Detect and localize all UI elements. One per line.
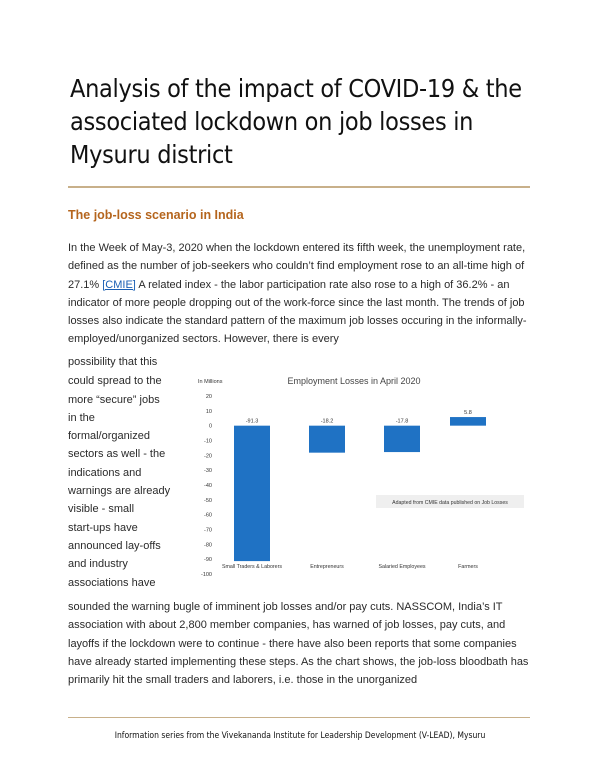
document-title: Analysis of the impact of COVID-19 & the associated lockdown on job losses in Mysuru district [70, 74, 522, 169]
employment-losses-chart [196, 370, 536, 580]
bars [234, 417, 486, 561]
intro-text-start: In the Week of May-3, 2020 when the lockdown entered its fifth week, the unemployment rate, defined as the number of job-seekers who couldn’t find employment rose to an all-time high of 27.1% [68, 242, 526, 291]
wrap-line: could spread to the [68, 375, 162, 388]
wrap-line: formal/organized [68, 430, 150, 443]
wrap-line: visible - small [68, 503, 135, 516]
chart-title: Employment Losses in April 2020 [287, 376, 421, 386]
y-axis-ticks [201, 394, 212, 578]
y-tick-label: -70 [204, 527, 212, 534]
cmie-citation-link[interactable]: [CMIE] [102, 278, 136, 291]
data-label: -17.8 [395, 418, 409, 425]
footer-divider [68, 717, 530, 718]
y-tick-label: -90 [204, 557, 212, 564]
wrap-line: in the [68, 411, 95, 424]
section-heading: The job-loss scenario in India [68, 208, 244, 222]
y-tick-label: -50 [204, 497, 212, 504]
category-labels [222, 564, 478, 570]
chart-annotation: Adapted from CMIE data published on Job Losses [392, 500, 508, 506]
data-label: 5.8 [464, 410, 472, 417]
wrap-line: possibility that this [68, 356, 158, 368]
category-label: Entrepreneurs [310, 564, 344, 570]
wrap-line: more “secure” jobs [68, 393, 160, 406]
chart-ylabel: In Millions [198, 379, 223, 385]
wrap-line: and industry [68, 558, 128, 571]
intro-paragraph [68, 239, 530, 349]
y-tick-label: -100 [200, 572, 212, 578]
data-label: -91.3 [245, 418, 259, 425]
category-label: Salaried Employees [378, 564, 426, 570]
continuation-paragraph: sounded the warning bugle of imminent job losses and/or pay cuts. NASSCOM, India’s IT association with about 2,800 member companies, has warned of job losses, pay cuts, and layoffs if the lockdown were to continue - there have also been reports that some companies have already started implementing these steps. As the chart shows, the job-loss bloodbath has primarily hit the small traders and laborers, i.e. those in the unorganized [68, 601, 529, 687]
y-tick-label: 10 [205, 408, 212, 415]
y-tick-label: -80 [204, 542, 212, 549]
wrap-line: announced lay-offs [68, 539, 161, 552]
category-label: Farmers [458, 564, 478, 570]
data-labels [246, 410, 472, 425]
title-divider [68, 186, 530, 188]
y-tick-label: 20 [205, 394, 212, 400]
bar [234, 426, 270, 561]
wrap-line: associations have [68, 576, 156, 589]
y-tick-label: 0 [208, 423, 212, 430]
y-tick-label: -30 [204, 468, 212, 475]
wrap-line: warnings are already [68, 485, 171, 498]
wrapped-text-column [68, 353, 186, 592]
bar [309, 426, 345, 453]
category-label: Small Traders & Laborers [221, 564, 283, 570]
data-label: -18.2 [320, 418, 334, 425]
y-tick-label: -10 [204, 438, 212, 445]
wrap-line: indications and [68, 466, 142, 479]
y-tick-label: -20 [204, 453, 212, 460]
wrap-line: sectors as well - the [68, 448, 166, 461]
footer-text: Information series from the Vivekananda Institute for Leadership Development (V-LEAD), Mysuru [114, 731, 486, 741]
bar [384, 426, 420, 452]
wrap-line: start-ups have [68, 521, 138, 534]
y-tick-label: -40 [204, 483, 212, 489]
y-tick-label: -60 [204, 512, 212, 519]
intro-text-end: A related index - the labor participation rate also rose to a high of 36.2% - an indicator of more people dropping out of the work-force since the last month. The trends of job losses also indicate the standard pattern of the maximum job losses occuring in the informally-employed/unorganized sectors. However, there is every [68, 278, 527, 346]
bar [450, 417, 486, 426]
